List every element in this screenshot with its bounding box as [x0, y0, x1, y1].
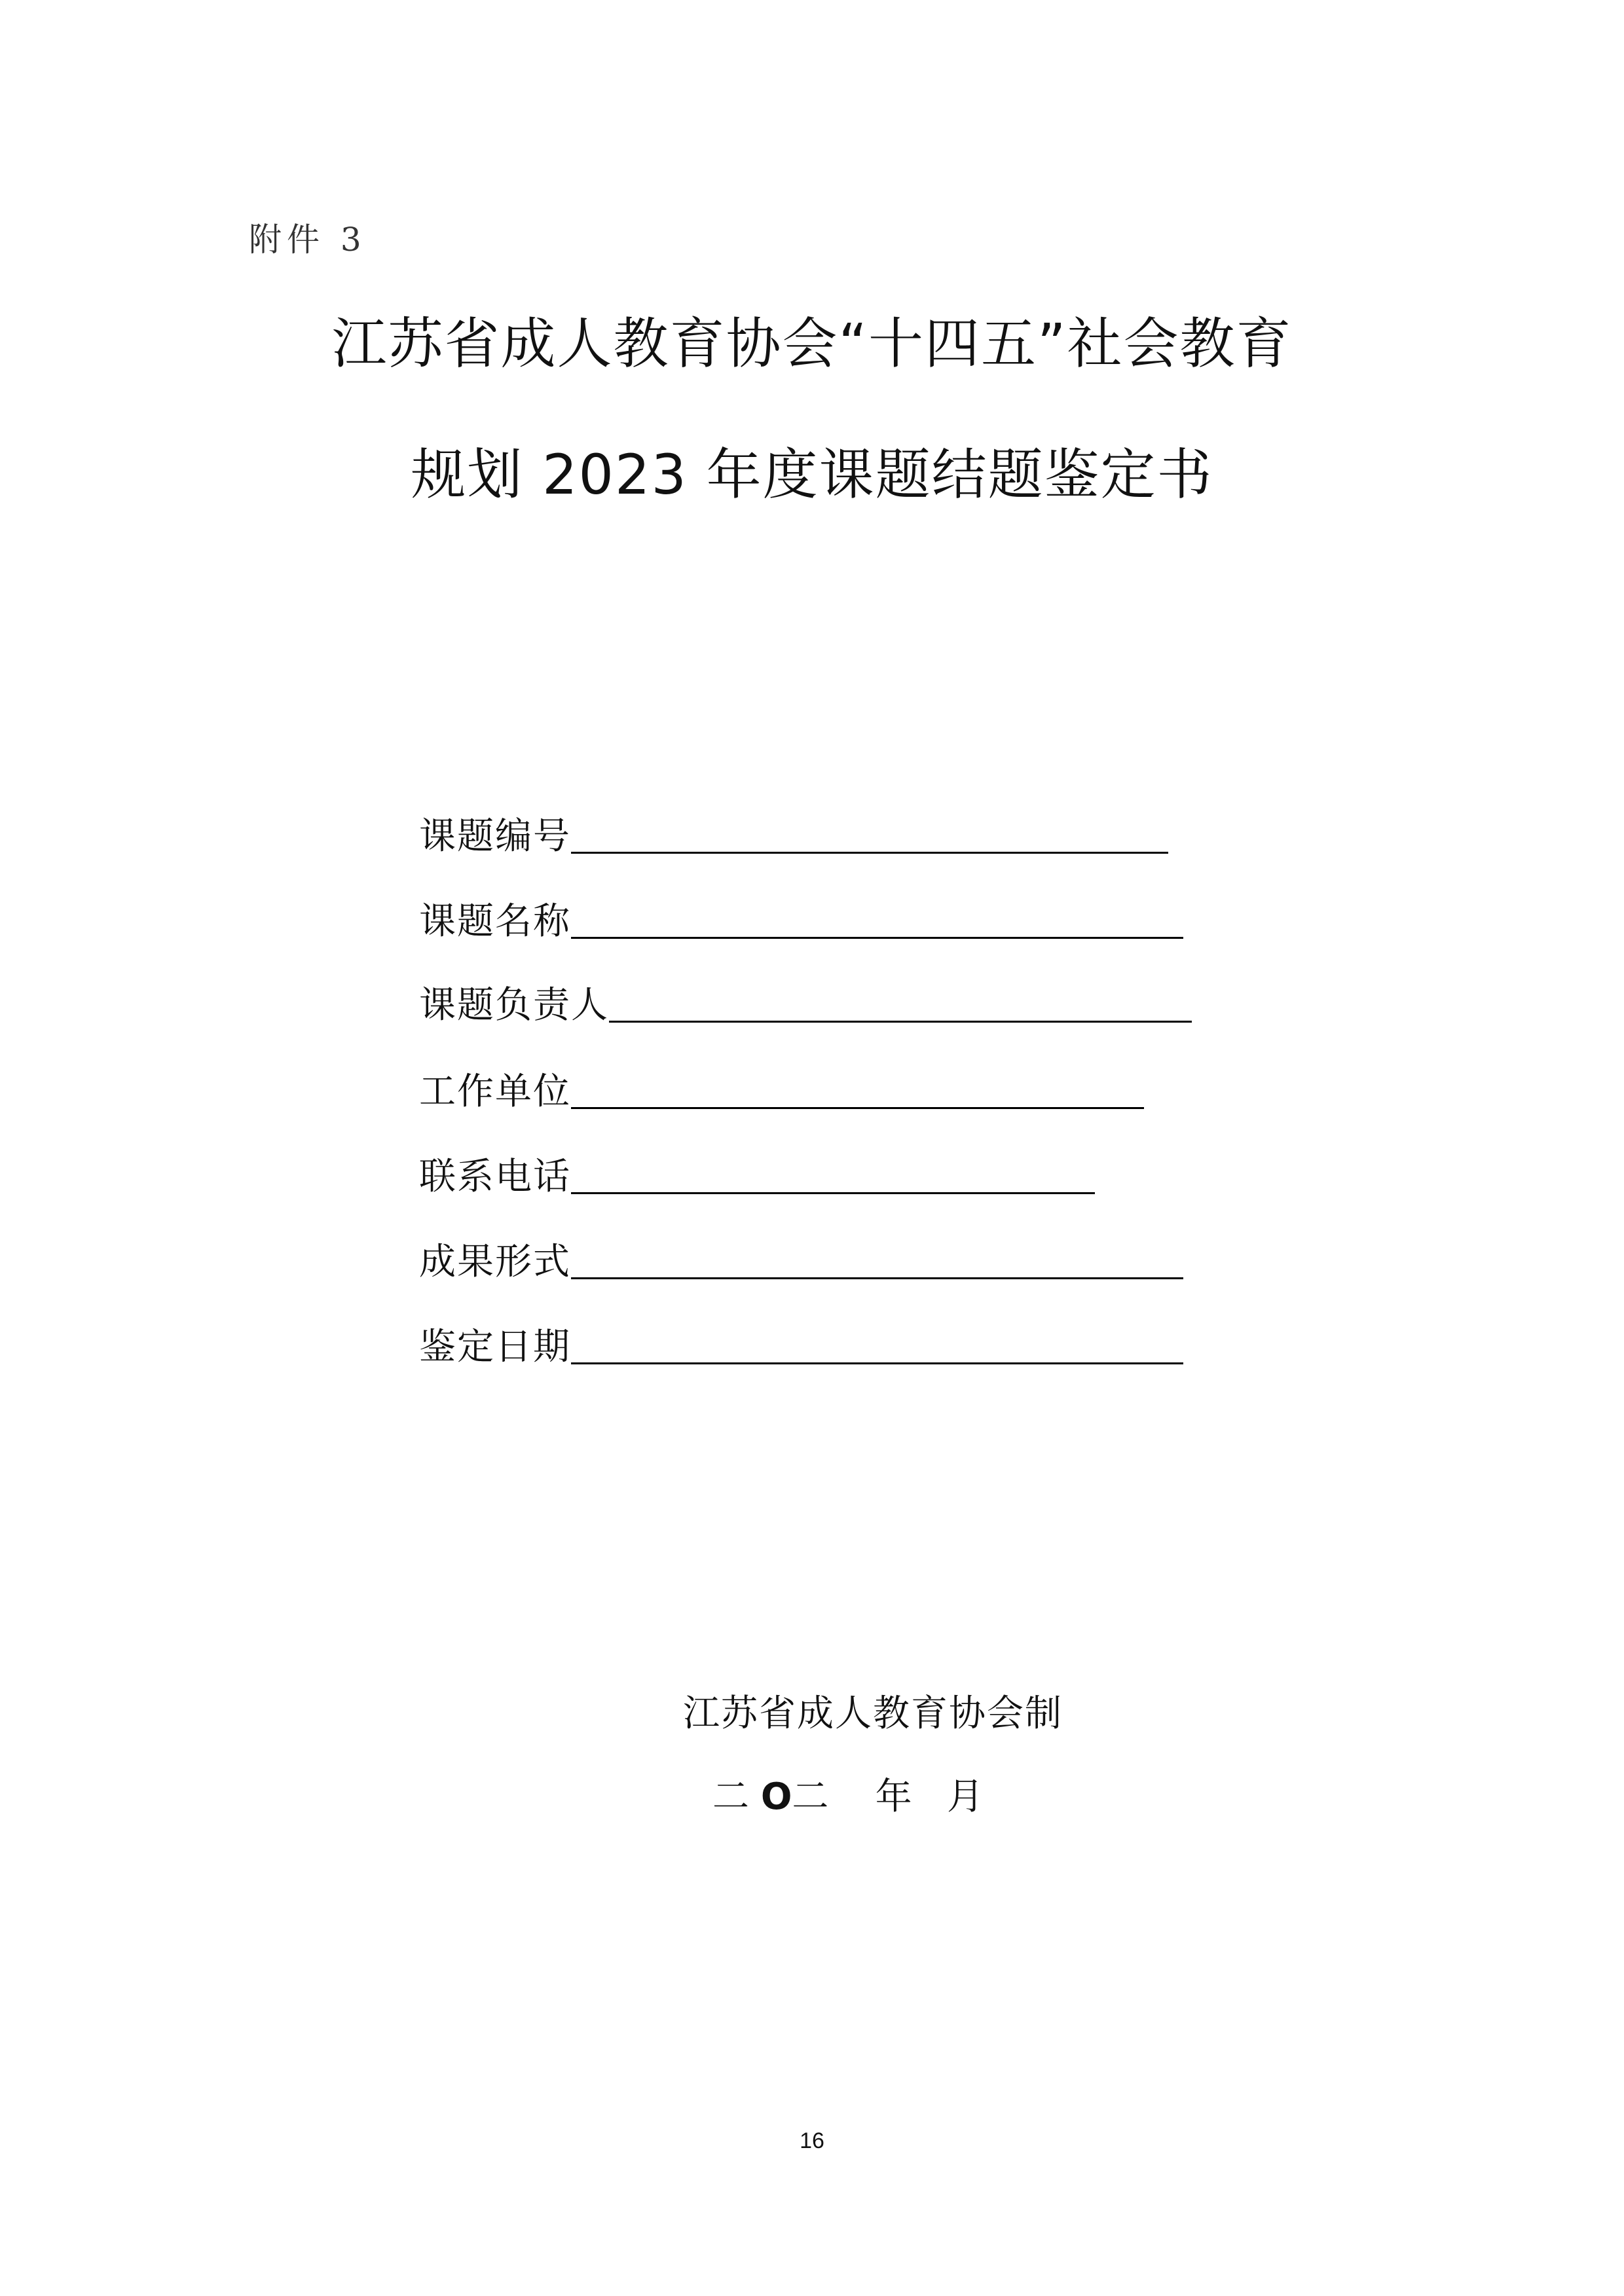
issue-date: [712, 1771, 984, 1823]
project-number-label: 课题编号: [419, 815, 571, 858]
work-unit-field[interactable]: [571, 1107, 1144, 1109]
contact-phone-field[interactable]: [571, 1192, 1095, 1194]
project-leader-field[interactable]: [609, 1021, 1192, 1023]
appraisal-date-field[interactable]: [571, 1362, 1183, 1364]
project-leader-label: 课题负责人: [419, 984, 609, 1027]
form-row-project-leader: [419, 973, 1192, 1032]
project-name-field[interactable]: [571, 937, 1183, 939]
form-row-result-form: [419, 1230, 1183, 1288]
document-title-line-2: 规划 2023 年度课题结题鉴定书: [411, 443, 1213, 507]
result-form-field[interactable]: [571, 1277, 1183, 1279]
document-title-line-1: 江苏省成人教育协会“十四五”社会教育: [331, 312, 1293, 376]
date-prefix: 二: [712, 1776, 749, 1818]
result-form-label: 成果形式: [419, 1241, 571, 1283]
date-suffix: 二 年 月: [792, 1776, 984, 1818]
form-row-work-unit: [419, 1059, 1144, 1118]
attachment-label: 附件 3: [249, 221, 367, 259]
issuer-text: 江苏省成人教育协会制: [683, 1692, 1063, 1735]
contact-phone-label: 联系电话: [419, 1156, 571, 1198]
page-number: 16: [800, 2128, 824, 2153]
date-zero: O: [760, 1776, 792, 1818]
appraisal-date-label: 鉴定日期: [419, 1326, 571, 1368]
form-row-project-number: [419, 804, 1168, 863]
form-row-project-name: [419, 889, 1183, 948]
form-row-appraisal-date: [419, 1315, 1183, 1374]
project-number-field[interactable]: [571, 852, 1168, 854]
form-row-contact-phone: [419, 1144, 1095, 1203]
project-name-label: 课题名称: [419, 900, 571, 943]
work-unit-label: 工作单位: [419, 1070, 571, 1113]
